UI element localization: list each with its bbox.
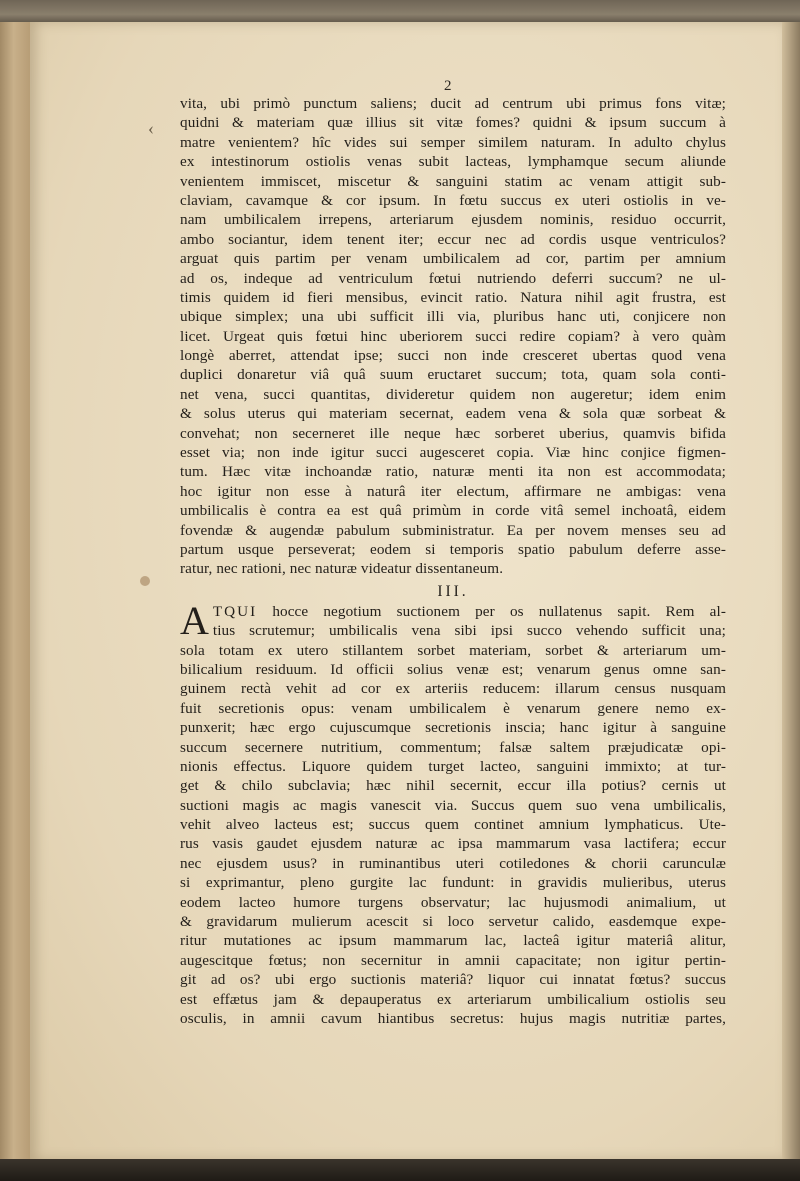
text-block <box>180 94 726 1028</box>
text-line: eodem lacteo humore turgens observatur; lac hujusmodi animalium, ut <box>180 893 726 911</box>
text-line: guinem rectà vehit ad cor ex arteriis reducem: illarum census nusquam <box>180 680 726 698</box>
text-line: venientem immiscet, miscetur & sanguini statim ac venam attigit sub- <box>180 172 726 190</box>
text-line: partum usque perseverat; eodem si temporis spatio pabulum deferre asse- <box>180 540 726 558</box>
text-line: ex intestinorum ostiolis venas subit lacteas, lymphamque secum aliunde <box>180 153 726 171</box>
text-line: nionis effectus. Liquore quidem turget lacteo, sanguini immixto; at tur- <box>180 757 726 775</box>
text-line: est effætus jam & depauperatus ex arteriarum umbilicalium ostiolis seu <box>180 990 726 1008</box>
margin-annotation-mark: ‹ <box>148 118 154 138</box>
text-line: net vena, succi quantitas, divideretur quidem non augeretur; idem enim <box>180 385 726 403</box>
text-line: nec ejusdem usus? in ruminantibus uteri cotiledones & chorii carunculæ <box>180 854 726 872</box>
book-top-edge <box>0 0 800 24</box>
text-line: licet. Urgeat quis fœtui hinc uberiorem succi redire copiam? à vero quàm <box>180 327 726 345</box>
text-line: osculis, in amnii cavum hiantibus secretus: hujus magis nutritiæ partes, <box>180 1009 726 1027</box>
text-line: get & chilo subclavia; hæc nihil secernit, eccur illa potius? cernis ut <box>180 777 726 795</box>
first-word-rest: TQUI <box>212 602 258 620</box>
text-line: bilicalium residuum. Id officii solius venæ est; venarum genus omne san- <box>180 660 726 678</box>
text-line: ratur, nec rationi, nec naturæ videatur dissentaneum. <box>180 560 504 578</box>
text-line: esset via; non inde igitur succi augesceret copia. Viæ hinc conjice figmen- <box>180 444 726 462</box>
text-line: duplici donaretur viâ quâ suum eructaret succum; tota, quam sola conti- <box>180 366 726 384</box>
text-line: si exprimantur, pleno gurgite lac fundunt: in gravidis mulieribus, uterus <box>180 874 726 892</box>
text-line: ubique simplex; una ubi sufficit illi via, pluribus hanc uti, conjicere non <box>180 308 726 326</box>
text-line: fovendæ & augendæ pabulum subministratur. Ea per novem menses seu ad <box>180 521 726 539</box>
text-line-remainder: hocce negotium suctionem per os nullatenus sapit. Rem al- <box>272 602 726 620</box>
text-line: nam umbilicalem irrepens, arteriarum ejusdem nominis, residuo occurrit, <box>180 211 726 229</box>
text-line: tius scrutemur; umbilicalis vena sibi ipsi succo vehendo sufficit una; <box>212 622 726 640</box>
text-line: ritur mutationes ac ipsum mammarum lac, lacteâ igitur materiâ alitur, <box>180 932 726 950</box>
text-line: matre venientem? hîc vides sui semper similem naturam. In adulto chylus <box>180 133 726 151</box>
paragraph-1 <box>180 94 726 579</box>
text-line: succum secernere nutritium, commentum; falsæ saltem præjudicatæ opi- <box>180 738 726 756</box>
text-line: suctioni magis ac magis vanescit via. Succus quem suo vena umbilicalis, <box>180 796 726 814</box>
book-binding <box>0 22 30 1162</box>
text-line: augescitque fœtus; non secernitur in amnii capacitate; non igitur pertin- <box>180 951 726 969</box>
text-line: & solus uterus qui materiam secernat, eadem vena & sola quæ sorbeat & <box>180 405 726 423</box>
text-line: hoc igitur non esse à naturâ iter electum, affirmare ne ambigas: vena <box>180 482 726 500</box>
text-line-first <box>180 602 726 621</box>
text-line: rus vasis gaudet ejusdem naturæ ac ipsa mammarum vasa lactifera; eccur <box>180 835 726 853</box>
drop-cap-initial: A <box>180 597 209 643</box>
text-line: sola totam ex utero stillantem sorbet materiam, sorbet & arteriarum um- <box>180 641 726 659</box>
paragraph-2 <box>180 597 726 1029</box>
text-line: punxerit; hæc ergo cujuscumque secretionis inscia; hanc igitur à sanguine <box>180 719 726 737</box>
text-line: tum. Hæc vitæ inchoandæ ratio, naturæ menti ita non est accommodata; <box>180 463 726 481</box>
text-line: & gravidarum mulierum acescit si loco servetur calido, easdemque expe- <box>180 913 726 931</box>
text-line: ad os, indeque ad ventriculum fœtui nutriendo deferri succum? ne ul- <box>180 269 726 287</box>
paper-stain <box>140 576 150 586</box>
section-heading: III. <box>437 582 469 600</box>
text-line: convehat; non secerneret ille neque hæc sorberet uberius, quamvis bifida <box>180 424 726 442</box>
text-line: git ad os? ubi ergo suctionis materiâ? liquor cui innatat fœtus? succus <box>180 971 726 989</box>
page-number: 2 <box>444 78 452 94</box>
page-fore-edge <box>780 22 800 1162</box>
text-line: vita, ubi primò punctum saliens; ducit ad centrum ubi primus fons vitæ; <box>180 95 726 112</box>
text-line: ambo sociantur, idem tenent iter; eccur nec ad cordis usque ventriculos? <box>180 230 726 248</box>
book-bottom-edge <box>0 1159 800 1181</box>
text-line: arguat quis partim per venam umbilicalem ad cor, partim per amnium <box>180 250 726 268</box>
text-line: vehit alveo lacteus est; succus quem continet amnium lymphaticus. Ute- <box>180 816 726 834</box>
text-line: fuit secretionis opus: venam umbilicalem è venarum genere nemo ex- <box>180 699 726 717</box>
text-line: quidni & materiam quæ illius sit vitæ fomes? quidni & ipsum succum à <box>180 114 726 132</box>
text-line: umbilicalis è contra ea est quâ primùm in corde vitâ semel inchoatâ, eidem <box>180 502 726 520</box>
text-line: longè aberret, attendat ipse; succi non inde cresceret ubertas quod vena <box>180 347 726 365</box>
text-line: claviam, cavamque & cor ipsum. In fœtu succus ex uteri ostiolis in ve- <box>180 191 726 209</box>
text-line: timis quidem id fieri mensibus, evincit ratio. Natura nihil agit frustra, est <box>180 288 726 306</box>
